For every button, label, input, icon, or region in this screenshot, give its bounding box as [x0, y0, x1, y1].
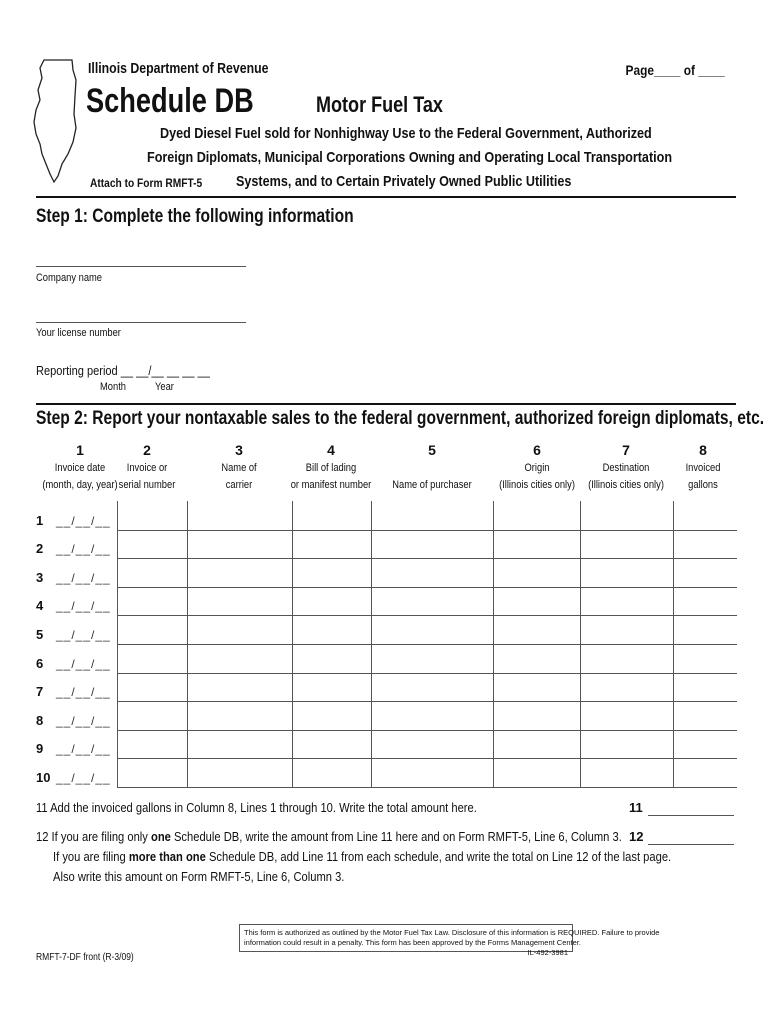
- col-1-number: 1: [76, 442, 84, 458]
- table-row[interactable]: [117, 530, 737, 531]
- row-number: 3: [36, 569, 44, 585]
- invoice-date-field[interactable]: __/__/__: [56, 570, 111, 585]
- col-1-header: Invoice date (month, day, year): [42, 462, 118, 491]
- col-3-header: Name of carrier: [221, 462, 257, 491]
- col-5-header: Name of purchaser: [392, 479, 472, 491]
- col-8-number: 8: [699, 442, 707, 458]
- col-2-number: 2: [143, 442, 151, 458]
- invoice-date-field[interactable]: __/__/__: [56, 656, 111, 671]
- form-id: RMFT-7-DF front (R-3/09): [36, 952, 134, 963]
- line12-instruction-b: If you are filing more than one Schedule DB, add Line 11 from each schedule, and write the total on Line 12 of the last page.: [53, 849, 672, 864]
- table-row[interactable]: [117, 615, 737, 616]
- invoice-date-field[interactable]: __/__/__: [56, 513, 111, 528]
- invoice-date-field[interactable]: __/__/__: [56, 685, 111, 700]
- table-row[interactable]: [117, 558, 737, 559]
- table-row[interactable]: [117, 673, 737, 674]
- row-number: 9: [36, 741, 44, 757]
- row-number: 10: [36, 770, 51, 785]
- col-4-header: Bill of lading or manifest number: [290, 462, 372, 491]
- table-row[interactable]: [117, 758, 737, 759]
- license-number-label: Your license number: [36, 327, 121, 339]
- row-number: 8: [36, 712, 44, 728]
- row-number: 6: [36, 655, 44, 671]
- line12-instruction-c: Also write this amount on Form RMFT-5, Line 6, Column 3.: [53, 869, 345, 884]
- schedule-title: Schedule DB: [86, 82, 254, 120]
- header-divider: [36, 196, 736, 198]
- year-label: Year: [155, 381, 174, 393]
- col-6-header: Origin (Illinois cities only): [499, 462, 575, 491]
- invoice-date-field[interactable]: __/__/__: [56, 542, 111, 557]
- company-name-field[interactable]: [36, 266, 246, 267]
- invoice-date-field[interactable]: __/__/__: [56, 771, 111, 785]
- description-line-3: Systems, and to Certain Privately Owned Public Utilities: [236, 173, 572, 190]
- row-number: 5: [36, 627, 44, 642]
- line12-number: 12: [629, 829, 644, 844]
- authorization-notice: This form is authorized as outlined by the Motor Fuel Tax Law. Disclosure of this information is REQUIRED. Failure to provide information could result in a penalty. This form has been approved by the Forms Management Center. IL-492-3981: [239, 924, 573, 952]
- step1-title: Step 1: Complete the following information: [36, 206, 354, 227]
- col-4-number: 4: [327, 442, 335, 458]
- description-line-1: Dyed Diesel Fuel sold for Nonhighway Use to the Federal Government, Authorized: [160, 125, 652, 142]
- row-number: 1: [36, 512, 44, 528]
- invoice-date-field[interactable]: __/__/__: [56, 713, 111, 728]
- line12-total-field[interactable]: [648, 844, 734, 845]
- table-row[interactable]: [117, 787, 737, 788]
- license-number-field[interactable]: [36, 322, 246, 323]
- agency-name: Illinois Department of Revenue: [88, 60, 269, 77]
- line11-total-field[interactable]: [648, 815, 734, 816]
- month-label: Month: [100, 381, 126, 393]
- description-line-2: Foreign Diplomats, Municipal Corporations Owning and Operating Local Transportation: [147, 149, 673, 166]
- step2-divider: [36, 403, 736, 405]
- invoice-date-field[interactable]: __/__/__: [56, 599, 111, 614]
- col-7-number: 7: [622, 442, 630, 458]
- col-6-number: 6: [533, 442, 541, 458]
- col-7-header: Destination (Illinois cities only): [588, 462, 664, 491]
- row-number: 7: [36, 684, 44, 700]
- attach-note: Attach to Form RMFT-5: [90, 176, 203, 190]
- col-5-number: 5: [428, 442, 436, 458]
- col-8-header: Invoiced gallons: [685, 462, 721, 491]
- step2-title: Step 2: Report your nontaxable sales to the federal government, authorized foreign diplomats, etc.: [36, 408, 765, 429]
- company-name-label: Company name: [36, 272, 103, 284]
- invoice-date-field[interactable]: __/__/__: [56, 628, 111, 642]
- table-row[interactable]: [117, 644, 737, 645]
- table-row[interactable]: [117, 730, 737, 731]
- page-of-field[interactable]: Page____ of ____: [625, 62, 725, 78]
- col-2-header: Invoice or serial number: [118, 462, 176, 491]
- line12-instruction-a: 12 If you are filing only one Schedule DB, write the amount from Line 11 here and on Form RMFT-5, Line 6, Column 3.: [36, 829, 622, 844]
- tax-name: Motor Fuel Tax: [316, 92, 443, 117]
- row-number: 2: [36, 541, 44, 557]
- table-row[interactable]: [117, 587, 737, 588]
- row-number: 4: [36, 598, 44, 614]
- illinois-map-icon: [32, 56, 78, 186]
- line11-instruction: 11 Add the invoiced gallons in Column 8, Lines 1 through 10. Write the total amount here.: [36, 800, 477, 815]
- invoice-date-field[interactable]: __/__/__: [56, 742, 111, 757]
- table-row[interactable]: [117, 701, 737, 702]
- line11-number: 11: [629, 800, 643, 815]
- col-3-number: 3: [235, 442, 243, 458]
- reporting-period-field[interactable]: Reporting period __ __/__ __ __ __: [36, 363, 210, 378]
